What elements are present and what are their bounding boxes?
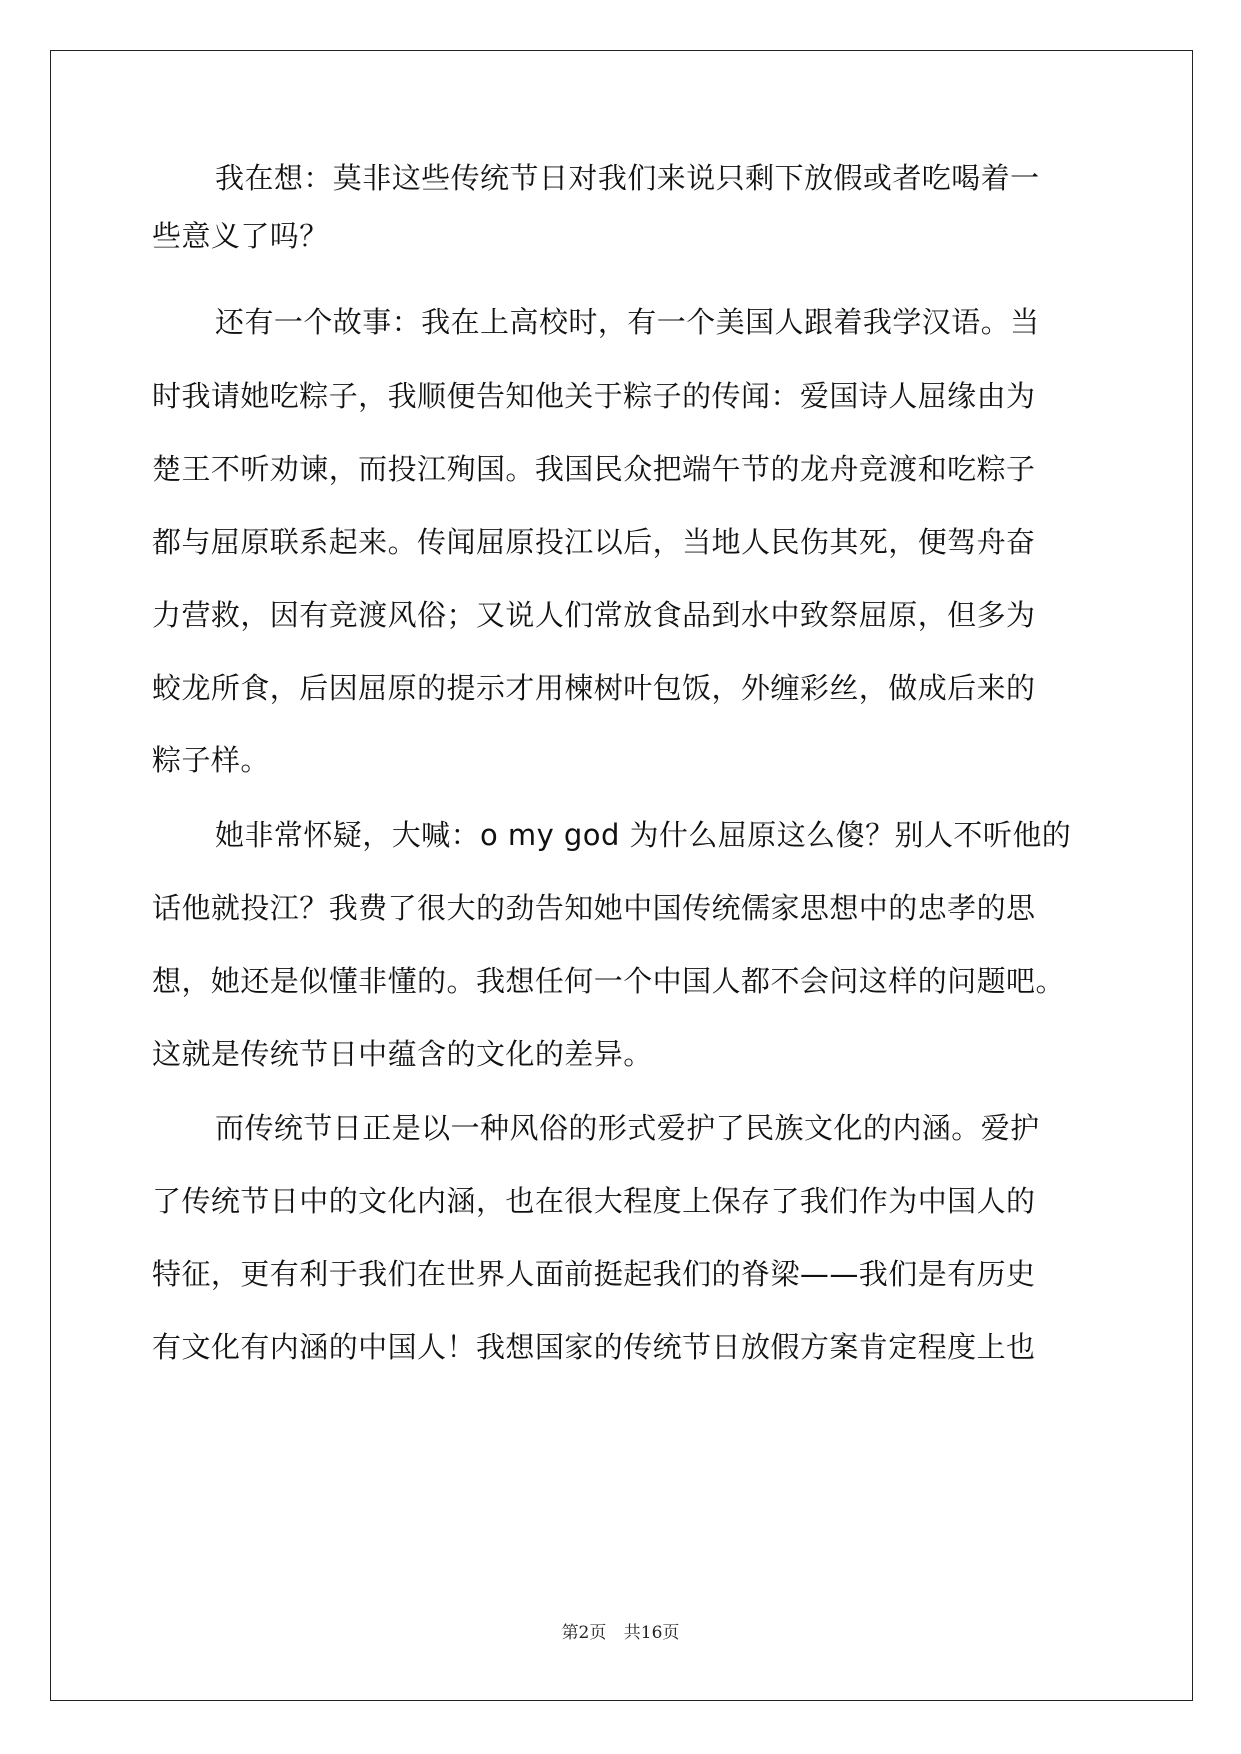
text-line: 时我请她吃粽子，我顺便告知他关于粽子的传闻：爱国诗人屈缘由为 (152, 379, 1036, 413)
text-line: 都与屈原联系起来。传闻屈原投江以后，当地人民伤其死，便驾舟奋 (152, 525, 1036, 559)
text-line: 粽子样。 (152, 743, 270, 777)
text-line: 话他就投江？我费了很大的劲告知她中国传统儒家思想中的忠孝的思 (152, 891, 1036, 925)
page-footer (0, 1618, 1241, 1643)
text-line: 她非常怀疑，大喊：o my god 为什么屈原这么傻？别人不听他的 (215, 818, 1072, 852)
text-line: 楚王不听劝谏，而投江殉国。我国民众把端午节的龙舟竞渡和吃粽子 (152, 452, 1036, 486)
text-line: 而传统节日正是以一种风俗的形式爱护了民族文化的内涵。爱护 (215, 1111, 1040, 1145)
text-line: 力营救，因有竞渡风俗；又说人们常放食品到水中致祭屈原，但多为 (152, 598, 1036, 632)
text-line: 有文化有内涵的中国人！我想国家的传统节日放假方案肯定程度上也 (152, 1330, 1036, 1364)
text-line: 我在想：莫非这些传统节日对我们来说只剩下放假或者吃喝着一 (215, 161, 1040, 195)
text-line: 想，她还是似懂非懂的。我想任何一个中国人都不会问这样的问题吧。 (152, 964, 1065, 998)
text-line: 特征，更有利于我们在世界人面前挺起我们的脊梁——我们是有历史 (152, 1257, 1036, 1291)
page-number: 第2页 (561, 1623, 607, 1643)
text-line: 这就是传统节日中蕴含的文化的差异。 (152, 1037, 653, 1071)
text-line: 蛟龙所食，后因屈原的提示才用楝树叶包饭，外缠彩丝，做成后来的 (152, 671, 1036, 705)
text-line: 还有一个故事：我在上高校时，有一个美国人跟着我学汉语。当 (215, 305, 1040, 339)
page-border (50, 50, 1193, 1701)
page-total: 共16页 (623, 1623, 680, 1643)
text-line: 些意义了吗？ (152, 219, 329, 253)
text-line: 了传统节日中的文化内涵，也在很大程度上保存了我们作为中国人的 (152, 1184, 1036, 1218)
